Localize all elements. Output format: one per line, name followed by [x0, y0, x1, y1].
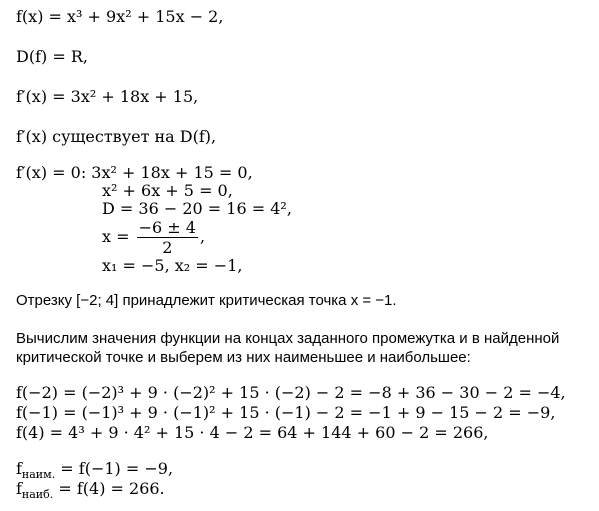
maximum-subscript: наиб. [21, 488, 54, 502]
minimum-result [16, 459, 174, 482]
value-at-minus-2: f(−2) = (−2)³ + 9 · (−2)² + 15 · (−2) − 2 = −8 + 36 − 30 − 2 = −4, [16, 383, 566, 402]
value-at-4: f(4) = 4³ + 9 · 4² + 15 · 4 − 2 = 64 + 144 + 60 − 2 = 266, [16, 423, 489, 442]
reduced-equation: x² + 6x + 5 = 0, [102, 181, 233, 200]
minimum-value: = f(−1) = −9, [55, 459, 174, 478]
roots-formula-comma: , [199, 227, 206, 246]
domain-line: D(f) = R, [16, 47, 88, 66]
derivative-zero-equation: f′(x) = 0: 3x² + 18x + 15 = 0, [16, 163, 253, 182]
discriminant-line: D = 36 − 20 = 16 = 4², [102, 199, 292, 218]
explanation-line-1: Вычислим значения функции на концах заданного промежутка и в найденной [16, 330, 560, 347]
maximum-result [16, 479, 165, 502]
maximum-f: f [16, 479, 22, 498]
maximum-value: = f(4) = 266. [53, 479, 165, 498]
explanation-line-2: критической точке и выберем из них наименьшее и наибольшее: [16, 349, 471, 366]
derivative-line: f′(x) = 3x² + 18x + 15, [16, 87, 199, 106]
value-at-minus-1: f(−1) = (−1)³ + 9 · (−1)² + 15 · (−1) − 2 = −1 + 9 − 15 − 2 = −9, [16, 403, 556, 422]
roots-numerator: −6 ± 4 [138, 218, 196, 237]
roots-fraction [137, 218, 198, 257]
derivative-exists-line: f′(x) существует на D(f), [16, 127, 217, 146]
function-definition: f(x) = x³ + 9x² + 15x − 2, [16, 7, 224, 26]
roots-formula-lhs: x = [102, 227, 135, 246]
segment-statement: Отрезку [−2; 4] принадлежит критическая точка x = −1. [16, 292, 397, 309]
roots-denominator: 2 [162, 238, 173, 257]
minimum-f: f [16, 459, 22, 478]
minimum-subscript: наим. [21, 468, 56, 482]
roots-values: x₁ = −5, x₂ = −1, [102, 256, 243, 275]
roots-formula [102, 218, 205, 257]
